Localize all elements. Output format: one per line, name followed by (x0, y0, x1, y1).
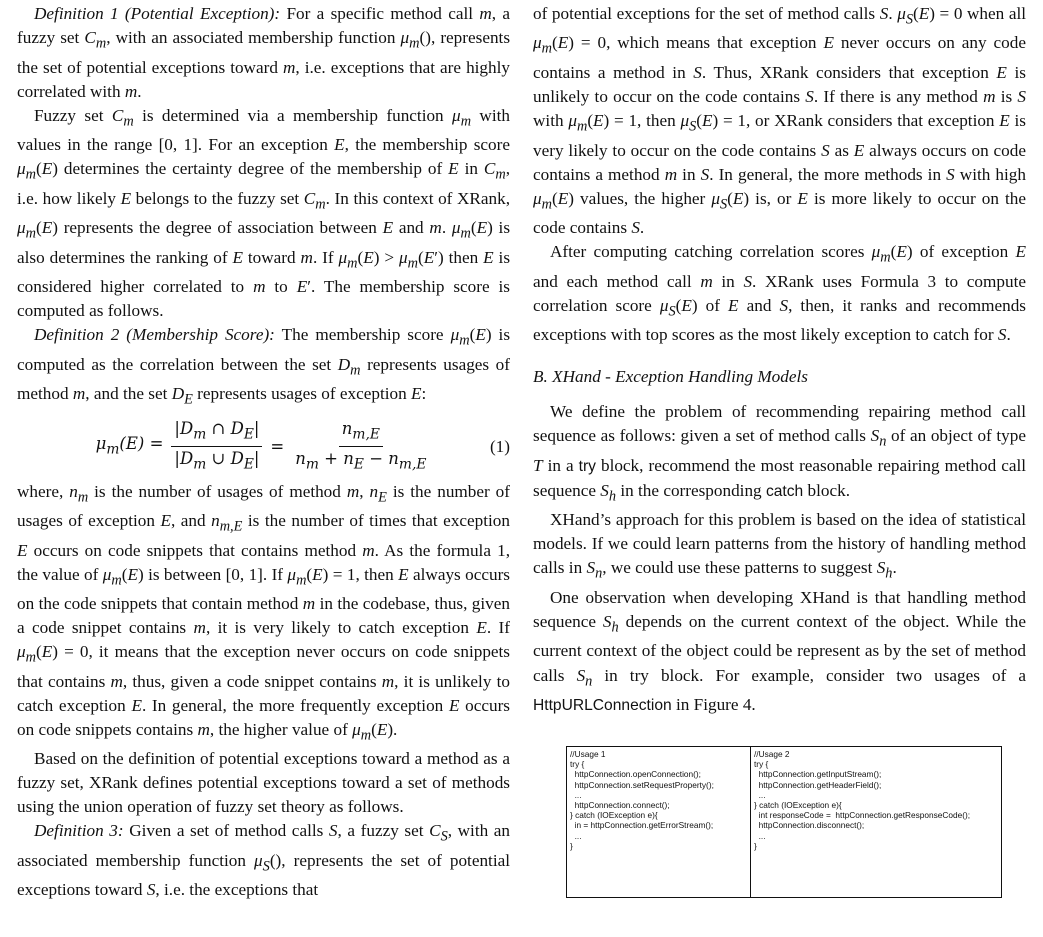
formula-lhs: $\mu_m(E)$ = (95, 433, 164, 458)
left-paragraph (17, 104, 510, 324)
formula-body (96, 418, 432, 476)
definition-label: Definition 2 (Membership Score): (34, 325, 275, 345)
paragraph-text: Given a set of method calls S, a fuzzy set $C_S$, with an associated membership function $\mu_S()$, represents the set of potential exceptions toward S, i.e. the exceptions that (17, 821, 511, 900)
paragraph-text: Fuzzy set $C_m$ is determined via a membership function $\mu_m$ with values in the range [0, 1]. For an exception E, the membership score $\mu_m(E)$ determines the certainty degree of the membership of E in $C_m$, i.e. how likely E belongs to the fuzzy set $C_m$. In this context of XRank, $\mu_m(E)$ represents the degree of association between E and m. $\mu_m(E)$ is also determines the ranking of E toward m. If $\mu_m(E) > \mu_m(E')$ then E is considered higher correlated to m to E′. The membership score is computed as follows. (17, 105, 511, 321)
formula-1 (17, 418, 510, 476)
set-ratio-fraction-numerator: $|D_m$ ∩ $D_E|$ (171, 418, 262, 447)
right-column (533, 2, 1026, 718)
usage-2-code: //Usage 2 try { httpConnection.getInputStream(); httpConnection.getHeaderField(); ... } catch (IOException e){ int responseCode = httpConnection.getResponseCode(); httpConnection.disconnect(); ... } (754, 749, 971, 851)
left-definition (17, 323, 510, 411)
paragraph-text: The membership score $\mu_m(E)$ is computed as the correlation between the set $D_m$ represents usages of method m, and the set $D_E$ represents usages of exception E: (17, 325, 511, 408)
paragraph-text: of potential exceptions for the set of method calls S. $\mu_S(E) = 0$ when all $\mu_m(E) = 0$, which means that exception E never occurs on any code contains a method in S. Thus, XRank considers that exception E is unlikely to occur on the code contains S. If there is any method m is S with $\mu_m(E) = 1$, then $\mu_S(E) = 1$, or XRank considers that exception E is very likely to occur on the code contains S as E always occurs on code contains a method m in S. In general, the more methods in S with high $\mu_m(E)$ values, the higher $\mu_S(E)$ is, or E is more likely to occur on the code contains S. (533, 4, 1027, 238)
count-ratio-fraction-numerator: $n_{m,E}$ (339, 418, 383, 447)
left-column (17, 2, 510, 902)
paragraph-text: We define the problem of recommending repairing method call sequence as follows: given a set of method calls $S_n$ of an object of type T in a try block, recommend the most reasonable repairing method call sequence $S_h$ in the corresponding catch block. (533, 402, 1027, 505)
paragraph-text: where, $n_m$ is the number of usages of method m, $n_E$ is the number of usages of exception E, and $n_{m,E}$ is the number of times that exception E occurs on code snippets that contains method m. As the formula 1, the value of $\mu_m(E)$ is between [0, 1]. If $\mu_m(E) = 1$, then E always occurs on the code snippets that contain method m in the codebase, thus, given a code snippet contains m, it is very likely to catch exception E. If $\mu_m(E) = 0$, it means that the exception never occurs on code snippets that contains m, thus, given a code snippet contains m, it is unlikely to catch exception E. In general, the more frequently exception E occurs on code snippets contains m, the higher value of $\mu_m(E)$. (17, 481, 510, 744)
right-paragraph (533, 240, 1026, 347)
equation-number: (1) (489, 436, 510, 456)
left-paragraph (17, 480, 510, 748)
code-figure (566, 746, 1002, 898)
right-paragraph (533, 586, 1026, 718)
left-paragraph (17, 747, 510, 819)
right-paragraph (533, 400, 1026, 508)
paragraph-text: XHand’s approach for this problem is based on the idea of statistical models. If we could learn patterns from the history of handling method calls in $S_n$, we could use these patterns to suggest $S_h$. (533, 510, 1026, 582)
set-ratio-fraction-denominator: $|D_m$ ∪ $D_E|$ (174, 449, 260, 473)
paragraph-text: Based on the definition of potential exceptions toward a method as a fuzzy set, XRank defines potential exceptions toward a set of methods using the union operation of fuzzy set theory as follows. (17, 749, 510, 817)
paragraph-text: For a specific method call m, a fuzzy set $C_m$, with an associated membership function $\mu_m()$, represents the set of potential exceptions toward m, i.e. exceptions that are highly correlated with m. (17, 4, 511, 101)
count-ratio-fraction-denominator: $n_m + n_E - n_{m,E}$ (295, 449, 427, 473)
right-paragraph (533, 508, 1026, 586)
count-ratio-fraction (290, 418, 431, 476)
set-ratio-fraction (169, 418, 264, 476)
usage-1-code: //Usage 1 try { httpConnection.openConnection(); httpConnection.setRequestProperty(); ... httpConnection.connect(); } catch (IOException e){ in = httpConnection.getErrorStream(); ... } (567, 747, 751, 897)
definition-label: Definition 3: (34, 821, 124, 841)
definition-label: Definition 1 (Potential Exception): (34, 4, 281, 23)
paragraph-text: After computing catching correlation scores $\mu_m(E)$ of exception E and each method call m in S. XRank uses Formula 3 to compute correlation score $\mu_S(E)$ of E and S, then, it ranks and recommends exceptions with top scores as the most likely exception to catch for S. (533, 242, 1026, 345)
right-paragraph (533, 2, 1026, 240)
left-definition (17, 2, 510, 104)
formula-equals: = (270, 436, 285, 456)
paragraph-text: One observation when developing XHand is that handling method sequence $S_h$ depends on the current context of the object. While the current context of the object could be represent as by the set of method calls $S_n$ in try block. For example, consider two usages of a HttpURLConnection in Figure 4. (533, 587, 1026, 714)
left-definition (17, 819, 510, 902)
section-heading: B. XHand - Exception Handling Models (533, 367, 808, 387)
